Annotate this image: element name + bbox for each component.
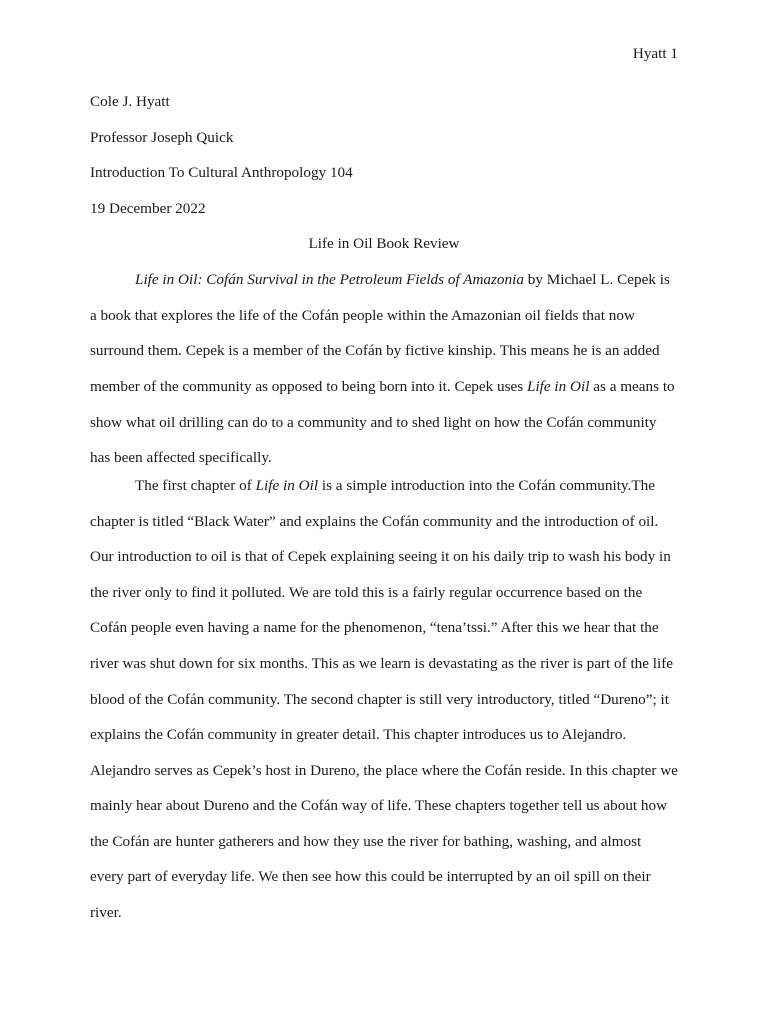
- paragraph-1: [90, 262, 678, 476]
- paragraph-1-text-c: as a means to show what oil drilling can do to a community and to shed light on how the Cofán community has been affected specifically.: [90, 377, 675, 467]
- running-head: Hyatt 1: [632, 45, 678, 62]
- paragraph-2-text-c: is a simple introduction into the Cofán community.The chapter is titled “Black Water” and explains the Cofán community and the introduction of oil. Our introduction to oil is that of Cepek explaining seeing it on his daily trip to wash his body in the river only to find it polluted. We are told this is a fairly regular occurrence based on the Cofán people even having a name for the phenomenon, “tena’tssi.” After this we hear that the river was shut down for six months. This as we learn is devastating as the river is part of the life blood of the Cofán community. The second chapter is still very introductory, titled “Dureno”; it explains the Cofán community in greater detail. This chapter introduces us to Alejandro. Alejandro serves as Cepek’s host in Dureno, the place where the Cofán reside. In this chapter we mainly hear about Dureno and the Cofán way of life. These chapters together tell us about how the Cofán are hunter gatherers and how they use the river for bathing, washing, and almost every part of everyday life. We then see how this could be interrupted by an oil spill on their river.: [90, 476, 678, 922]
- course-name: Introduction To Cultural Anthropology 104: [90, 164, 353, 182]
- submission-date: 19 December 2022: [90, 199, 206, 217]
- essay-title: Life in Oil Book Review: [308, 235, 460, 253]
- book-title-italic: Life in Oil: Cofán Survival in the Petroleum Fields of Amazonia: [135, 271, 524, 289]
- paragraph-1-text-a: by Michael L. Cepek is a book that explores the life of the Cofán people within the Amazonian oil fields that now surround them. Cepek is a member of the Cofán by fictive kinship. This means he is an added member of the community as opposed to being born into it. Cepek uses: [90, 271, 670, 395]
- book-title-short-italic: Life in Oil: [527, 377, 590, 395]
- document-body: [90, 92, 678, 931]
- paragraph-2: [90, 468, 678, 931]
- author-name: Cole J. Hyatt: [90, 93, 170, 110]
- book-title-short-italic: Life in Oil: [255, 476, 319, 494]
- professor-name: Professor Joseph Quick: [90, 128, 234, 146]
- paragraph-2-text-a: The first chapter of: [135, 476, 256, 494]
